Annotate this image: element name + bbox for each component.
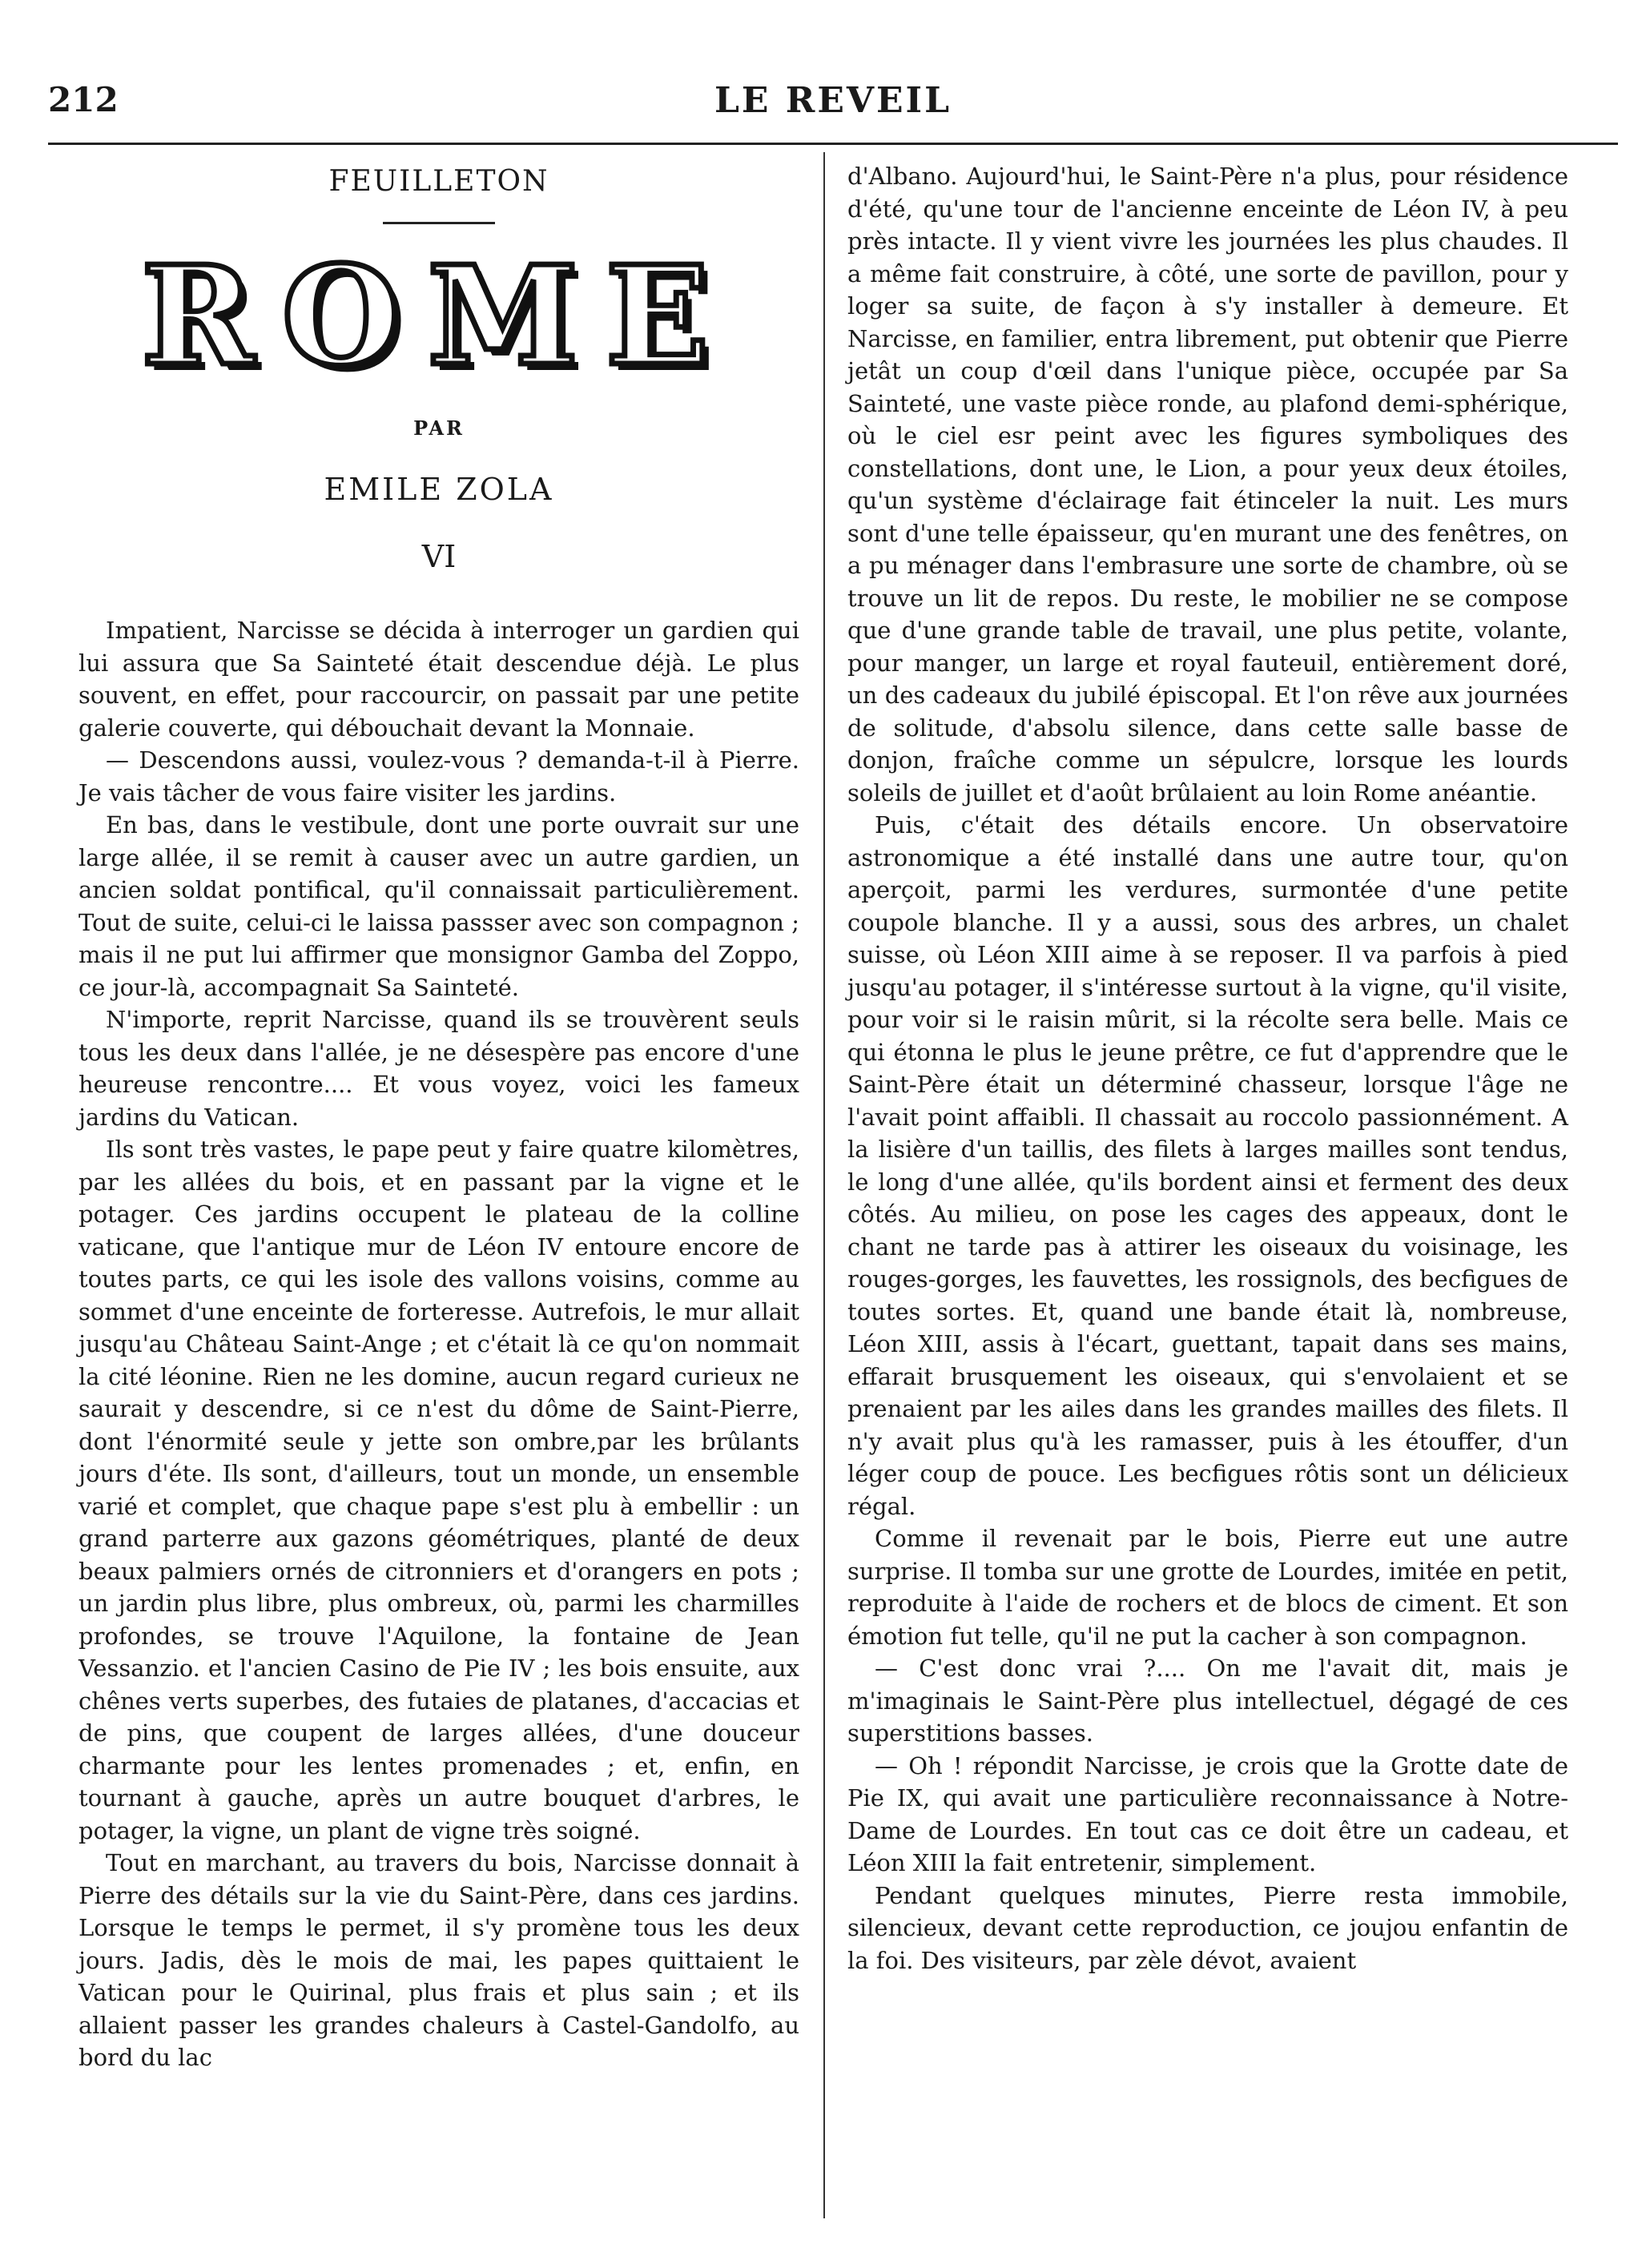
paragraph: — Oh ! répondit Narcisse, je crois que la Grotte date de Pie IX, qui avait une particulière reconnaissance à Notre-Dame de Lourdes. En tout cas ce doit être un cadeau, et Léon XIII la fait entretenir, simplement.: [847, 1751, 1568, 1876]
byline-prefix: PAR: [413, 416, 465, 440]
heading-rule: [383, 222, 495, 224]
header-rule: [48, 143, 1618, 145]
right-column: [847, 160, 1568, 1976]
column-divider: [823, 152, 825, 2218]
paragraph: Pendant quelques minutes, Pierre resta immobile, silencieux, devant cette reproduction, ce joujou enfantin de la foi. Des visiteurs, par zèle dévot, avaient: [847, 1881, 1568, 1974]
section-label: FEUILLETON: [328, 165, 549, 198]
paragraph: — C'est donc vrai ?.... On me l'avait dit, mais je m'imaginais le Saint-Père plus intellectuel, dégagé de ces superstitions basses.: [847, 1655, 1568, 1747]
paragraph: Comme il revenait par le bois, Pierre eut une autre surprise. Il tomba sur une grotte de Lourdes, imitée en petit, reproduite à l'aide de rochers et de blocs de ciment. Et son émotion fut telle, qu'il ne put la cacher à son compagnon.: [847, 1525, 1568, 1650]
paragraph: Ils sont très vastes, le pape peut y faire quatre kilomètres, par les allées du bois, et en passant par la vigne et le potager. Ces jardins occupent le plateau de la colline vaticane, que l'antique mur de Léon IV entoure encore de toutes parts, ce qui les isole des vallons voisins, comme au sommet d'une enceinte de forteresse. Autrefois, le mur allait jusqu'au Château Saint-Ange ; et c'était là ce qu'on nommait la cité léonine. Rien ne les domine, aucun regard curieux ne saurait y descendre, si ce n'est du dôme de Saint-Pierre, dont l'énormité seule y jette son ombre,par les brûlants jours d'éte. Ils sont, d'ailleurs, tout un monde, un ensemble varié et complet, que chaque pape s'est plu à embellir : un grand parterre aux gazons géométriques, planté de deux beaux palmiers ornés de citronniers et d'orangers en pots ; un jardin plus libre, plus ombreux, où, parmi les charmilles profondes, se trouve l'Aquilone, la fontaine de Jean Vessanzio. et l'ancien Casino de Pie IV ; les bois ensuite, aux chênes verts superbes, des futaies de platanes, d'accacias et de pins, que coupent de larges allées, d'une douceur charmante pour les lentes promenades ; et, enfin, en tournant à gauche, après un autre bouquet d'arbres, le potager, la vigne, un plant de vigne très soigné.: [78, 1136, 799, 1844]
article-title: ROME: [141, 236, 737, 396]
paragraph: d'Albano. Aujourd'hui, le Saint-Père n'a plus, pour résidence d'été, qu'une tour de l'ancienne enceinte de Léon IV, à peu près intacte. Il y vient vivre les journées les plus chaudes. Il a même fait construire, à côté, une sorte de pavillon, pour y loger sa suite, de façon à s'y installer à demeure. Et Narcisse, en familier, entra librement, put obtenir que Pierre jetât un coup d'œil dans l'unique pièce, occupée par Sa Sainteté, une vaste pièce ronde, au plafond demi-sphérique, où le ciel esr peint avec les figures symboliques des constellations, dont une, le Lion, a pour yeux deux étoiles, qu'un système d'éclairage fait étinceler la nuit. Les murs sont d'une telle épaisseur, qu'en murant une des fenêtres, on a pu ménager dans l'embrasure une sorte de chambre, où se trouve un lit de repos. Du reste, le mobilier ne se compose que d'une grande table de travail, une plus petite, volante, pour manger, un large et royal fauteuil, entièrement doré, un des cadeaux du jubilé épiscopal. Et l'on rêve aux journées de solitude, d'absolu silence, dans cette salle basse de donjon, fraîche comme un sépulcre, lorsque les lourds soleils de juillet et d'août brûlaient au loin Rome anéantie.: [847, 163, 1568, 806]
paragraph: Puis, c'était des détails encore. Un observatoire astronomique a été installé dans une autre tour, qu'on aperçoit, parmi les verdures, surmontée d'une petite coupole blanche. Il y a aussi, sous des arbres, un chalet suisse, où Léon XIII aime à se reposer. Il va parfois à pied jusqu'au potager, il s'intéresse surtout à la vigne, qu'il visite, pour voir si le raisin mûrit, si la récolte sera belle. Mais ce qui étonna le plus le jeune prêtre, ce fut d'apprendre que le Saint-Père était un déterminé chasseur, lorsque l'âge ne l'avait point affaibli. Il chassait au roccolo passionnément. A la lisière d'un taillis, des filets à larges mailles sont tendus, le long d'une allée, qu'ils bordent ainsi et ferment des deux côtés. Au milieu, on pose les cages des appeaux, dont le chant ne tarde pas à attirer les oiseaux du voisinage, les rouges-gorges, les fauvettes, les rossignols, des becfigues de toutes sortes. Et, quand une bande était là, nombreuse, Léon XIII, assis à l'écart, guettant, tapait dans ses mains, effarait brusquement les oiseaux, qui s'envolaient et se prenaient par les ailes dans les grandes mailles des filets. Il n'y avait plus qu'à les ramasser, puis à les étouffer, d'un léger coup de pouce. Les becfigues rôtis sont un délicieux régal.: [847, 811, 1568, 1520]
article-heading: [78, 165, 799, 574]
author-name: EMILE ZOLA: [324, 472, 554, 507]
running-title: LE REVEIL: [714, 80, 952, 121]
page-number: 212: [48, 80, 119, 119]
left-column: [78, 160, 799, 2074]
paragraph: N'importe, reprit Narcisse, quand ils se trouvèrent seuls tous les deux dans l'allée, je ne désespère pas encore d'une heureuse rencontre.... Et vous voyez, voici les fameux jardins du Vatican.: [78, 1006, 799, 1131]
chapter-number: VI: [421, 539, 457, 574]
paragraph: — Descendons aussi, voulez-vous ? demanda-t-il à Pierre. Je vais tâcher de vous faire visiter les jardins.: [78, 746, 799, 806]
paragraph: Tout en marchant, au travers du bois, Narcisse donnait à Pierre des détails sur la vie du Saint-Père, dans ces jardins. Lorsque le temps le permet, il s'y promène tous les deux jours. Jadis, dès le mois de mai, les papes quittaient le Vatican pour le Quirinal, plus frais et plus sain ; et ils allaient passer les grandes chaleurs à Castel-Gandolfo, au bord du lac: [78, 1849, 799, 2071]
paragraph: Impatient, Narcisse se décida à interroger un gardien qui lui assura que Sa Sainteté était descendue déjà. Le plus souvent, en effet, pour raccourcir, on passait par une petite galerie couverte, qui débouchait devant la Monnaie.: [78, 617, 799, 742]
paragraph: En bas, dans le vestibule, dont une porte ouvrait sur une large allée, il se remit à causer avec un autre gardien, un ancien soldat pontifical, qu'il connaissait particulièrement. Tout de suite, celui-ci le laissa passser avec son compagnon ; mais il ne put lui affirmer que monsignor Gamba del Zoppo, ce jour-là, accompagnait Sa Sainteté.: [78, 811, 799, 1001]
page-header: [48, 56, 1618, 128]
